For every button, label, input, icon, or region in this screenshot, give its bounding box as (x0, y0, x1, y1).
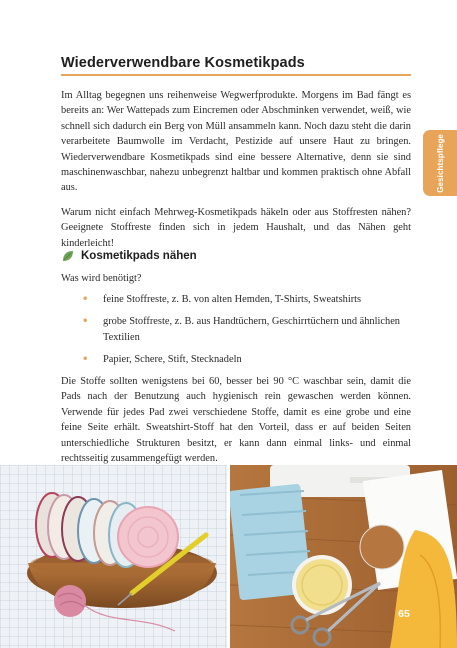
question-text: Was wird benötigt? (61, 273, 142, 284)
page-number: 65 (398, 608, 410, 620)
bullet-icon: • (82, 316, 89, 328)
sewing-materials-photo (230, 465, 457, 648)
section-tab-label: Gesichtspflege (435, 133, 445, 193)
bullet-icon: • (82, 354, 89, 366)
list-item-text: feine Stoffreste, z. B. von alten Hemden, T-Shirts, Sweatshirts (103, 294, 362, 305)
page-title: Wiederverwendbare Kosmetikpads (61, 55, 305, 71)
subheading (61, 248, 411, 264)
materials-list (82, 292, 412, 375)
section-tab (423, 130, 457, 196)
list-item (82, 292, 412, 307)
leaf-icon (61, 249, 75, 263)
list-item-text: grobe Stoffreste, z. B. aus Handtüchern, Geschirrtüchern und ähnlichen Textilien (103, 316, 401, 343)
closing-paragraph: Die Stoffe sollten wenigstens bei 60, besser bei 90 °C waschbar sein, damit die Pads nach der Benutzung auch hygienisch rein gewaschen werden können. Verwende für jedes Pad zwei verschiedene Stoffe, damit es eine grobe und eine feine Seite erhält. Sweatshirt-Stoff hat den Vorteil, dass er auf beiden Seiten unterschiedliche Strukturen besitzt, er kann dann einmal links- und einmal rechtsseitig zusammengefügt werden. (61, 376, 411, 465)
list-item-text: Papier, Schere, Stift, Stecknadeln (103, 354, 242, 366)
bullet-icon: • (82, 294, 89, 305)
list-item (82, 314, 412, 345)
list-item (82, 352, 412, 367)
second-paragraph: Warum nicht einfach Mehrweg-Kosmetikpads häkeln oder aus Stoffresten nähen? Geeignete Stoffreste finden sich in jedem Haushalt, und das Nähen geht kinderleicht! (61, 207, 411, 249)
intro-paragraph: Im Alltag begegnen uns reihenweise Wegwerfprodukte. Morgens im Bad fängt es bereits an: Wer Wattepads zum Eincremen oder Abschminken verwendet, weiß, wie schnell sich dadurch ein Berg von Müll ansammeln kann. Noch dazu steht die darin verarbeitete Baumwolle im Verdacht, Pestizide auf unsere Haut zu bringen. Wiederverwendbare Kosmetikpads sind eine bessere Alternative, denn sie sind maschinenwaschbar, nahezu unbegrenzt haltbar und kommen praktisch ohne Abfall aus. (61, 90, 411, 194)
subheading-label: Kosmetikpads nähen (81, 250, 197, 262)
title-underline (61, 74, 411, 76)
crochet-pads-photo (0, 465, 227, 648)
